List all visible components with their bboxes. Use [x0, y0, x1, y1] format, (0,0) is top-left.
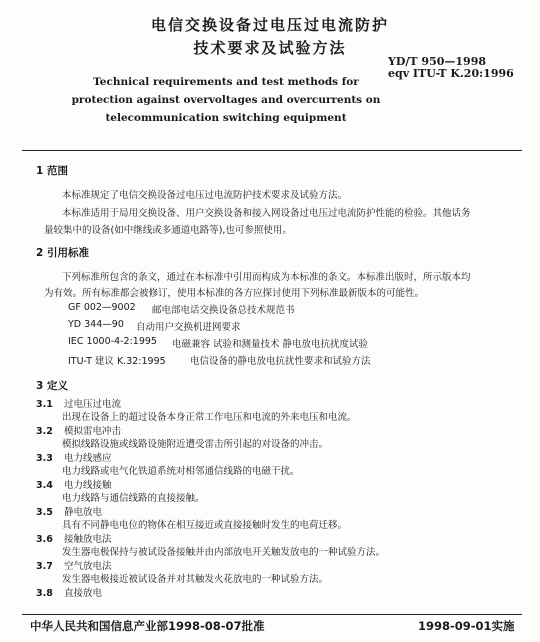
term-definition: 发生器电极接近被试设备并对其触发火花放电的一种试验方法。 [62, 574, 329, 585]
reference-title: 电信设备的静电放电抗扰性要求和试验方法 [190, 356, 371, 367]
reference-code: IEC 1000-4-2:1995 [68, 336, 157, 347]
reference-title: 自动用户交换机进网要求 [136, 322, 241, 333]
term-number: 3.5 [36, 507, 53, 518]
definition-term [36, 450, 112, 464]
term-name: 电力线接触 [64, 480, 112, 491]
scope-paragraph-2: 本标准适用于局用交换设备、用户交换设备和接入网设备过电压过电流防护性能的检验。其他话务 [62, 208, 471, 219]
term-number: 3.4 [36, 480, 53, 491]
term-number: 3.3 [36, 453, 53, 464]
term-name: 过电压过电流 [64, 399, 122, 410]
definition-term [36, 396, 121, 410]
references-intro-1: 下列标准所包含的条文，通过在本标准中引用而构成为本标准的条文。本标准出版时，所示版本均 [62, 272, 471, 283]
term-definition: 模拟线路设施或线路设施附近遭受雷击所引起的对设备的冲击。 [62, 439, 329, 450]
footer-divider [22, 614, 522, 615]
definition-term [36, 531, 112, 545]
reference-code: ITU-T 建议 K.32:1995 [68, 356, 166, 367]
standard-equivalent: eqv ITU-T K.20:1996 [388, 67, 514, 80]
english-title-line-3: telecommunication switching equipment [105, 112, 347, 124]
reference-title: 电磁兼容 试验和测量技术 静电放电抗扰度试验 [172, 339, 369, 350]
term-name: 静电放电 [64, 507, 103, 518]
implementation-date: 1998-09-01实施 [418, 619, 515, 633]
term-definition: 电力线路与通信线路的直接接触。 [62, 493, 205, 504]
reference-title: 邮电部电话交换设备总技术规范书 [152, 305, 295, 316]
term-name: 模拟雷电冲击 [64, 426, 122, 437]
term-name: 接触放电法 [64, 534, 112, 545]
english-title-line-2: protection against overvoltages and overcurrents on [71, 94, 381, 106]
definition-term [36, 585, 102, 599]
document-title-line-2: 技术要求及试验方法 [193, 39, 347, 57]
section-scope-heading: 1 范围 [36, 165, 68, 177]
term-number: 3.8 [36, 588, 53, 599]
reference-code: GF 002—9002 [68, 302, 136, 313]
document-title-line-1: 电信交换设备过电压过电流防护 [150, 16, 389, 34]
reference-code: YD 344—90 [68, 319, 124, 330]
term-definition: 出现在设备上的超过设备本身正常工作电压和电流的外来电压和电流。 [62, 412, 357, 423]
term-name: 空气放电法 [64, 561, 112, 572]
term-number: 3.6 [36, 534, 53, 545]
term-number: 3.1 [36, 399, 53, 410]
term-name: 直接放电 [64, 588, 103, 599]
approval-line: 中华人民共和国信息产业部1998-08-07批准 [30, 619, 265, 633]
term-number: 3.7 [36, 561, 53, 572]
term-definition: 电力线路或电气化铁道系统对相邻通信线路的电磁干扰。 [62, 466, 300, 477]
scope-paragraph-1: 本标准规定了电信交换设备过电压过电流防护技术要求及试验方法。 [62, 190, 348, 201]
english-title-line-1: Technical requirements and test methods for [93, 76, 359, 88]
scope-paragraph-2-cont: 量较集中的设备(如中继线或多通道电路等),也可参照使用。 [44, 225, 292, 236]
term-definition: 具有不同静电电位的物体在相互接近或直接接触时发生的电荷迁移。 [62, 520, 348, 531]
definition-term [36, 504, 102, 518]
term-definition: 发生器电极保持与被试设备接触并由内部放电开关触发放电的一种试验方法。 [62, 547, 386, 558]
definition-term [36, 477, 112, 491]
references-intro-2: 为有效。所有标准都会被修订，使用本标准的各方应探讨使用下列标准最新版本的可能性。 [44, 288, 425, 299]
term-number: 3.2 [36, 426, 53, 437]
standard-number: YD/T 950—1998 [388, 55, 487, 68]
definition-term [36, 423, 121, 437]
section-references-heading: 2 引用标准 [36, 247, 89, 259]
header-divider [22, 150, 522, 151]
section-definitions-heading: 3 定义 [36, 380, 68, 392]
term-name: 电力线感应 [64, 453, 112, 464]
definition-term [36, 558, 112, 572]
